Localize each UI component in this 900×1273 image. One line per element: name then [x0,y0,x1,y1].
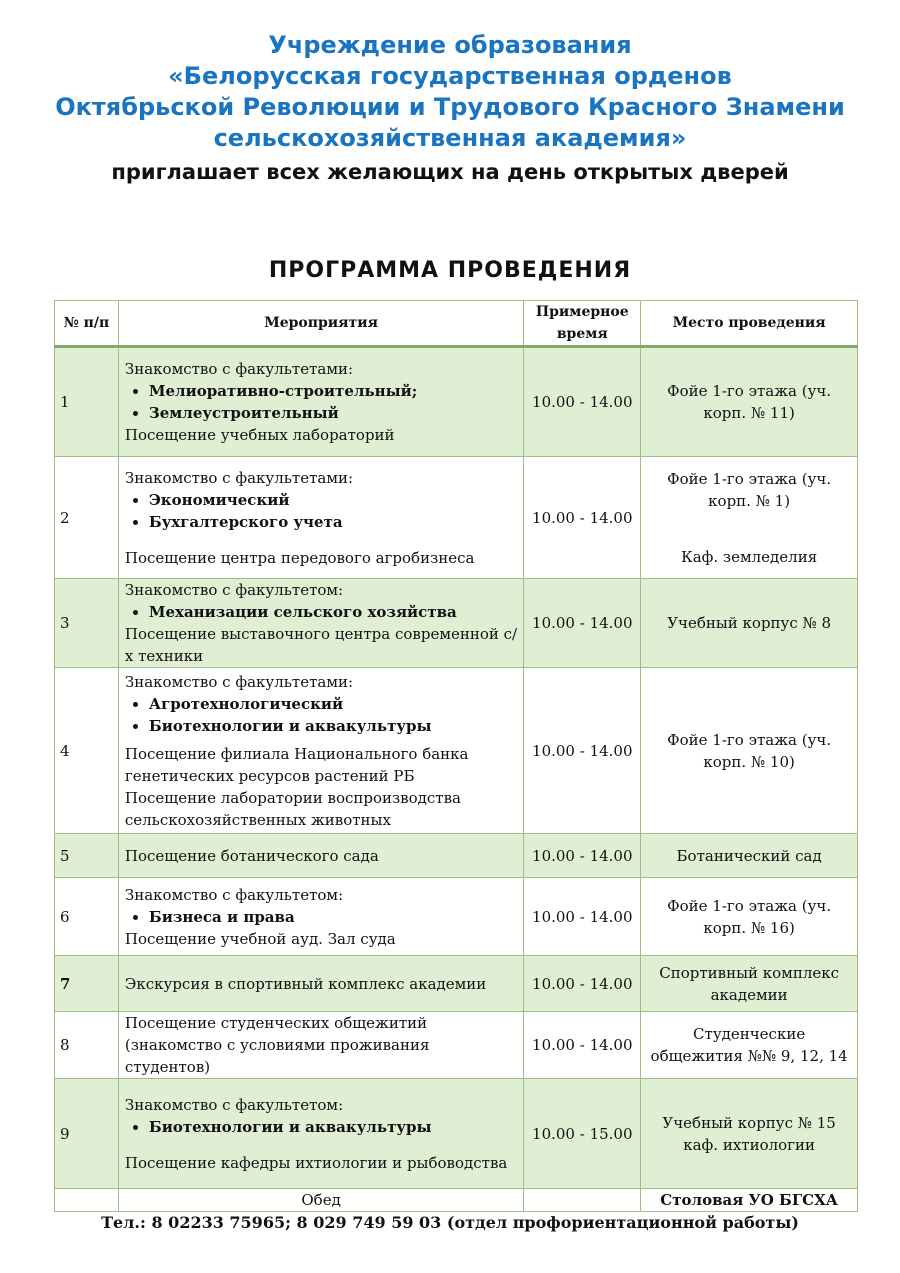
faculty-item: • Мелиоративно-строительный; [149,380,517,402]
row-place-main: Фойе 1-го этажа (уч. корп. № 1) [667,469,832,510]
row-event [118,878,523,956]
row-visit: Посещение центра передового агробизнеса [124,548,475,567]
row-event: Посещение студенческих общежитий (знакомство с условиями проживания студентов) [118,1012,523,1079]
row-time: 10.00 - 14.00 [524,878,641,956]
row-place: Учебный корпус № 8 [641,579,858,668]
row-event [118,347,523,457]
row-time: 10.00 - 14.00 [524,668,641,834]
faculty-item: • Биотехнологии и аквакультуры [149,1116,517,1138]
row-intro: Знакомство с факультетом: [124,885,344,904]
row-intro: Знакомство с факультетом: [124,581,344,599]
org-name-line-1: Учреждение образования [268,31,632,59]
row-num: 2 [55,457,119,579]
faculty-item: • Землеустроительный [149,402,517,424]
program-table [54,300,858,1212]
row-event: Экскурсия в спортивный комплекс академии [118,956,523,1012]
row-place [641,457,858,579]
program-title: ПРОГРАММА ПРОВЕДЕНИЯ [268,258,632,283]
row-place: Ботанический сад [641,834,858,878]
row-num: 9 [55,1079,119,1189]
invitation-text: приглашает всех желающих на день открытых дверей [111,160,789,184]
row-num: 3 [55,579,119,668]
table-row [55,1079,858,1189]
lunch-event: Обед [118,1189,523,1212]
row-event [118,1079,523,1189]
row-event [118,668,523,834]
table-row [55,878,858,956]
row-time: 10.00 - 14.00 [524,579,641,668]
row-time: 10.00 - 14.00 [524,1012,641,1079]
row-num: 5 [55,834,119,878]
row-intro: Знакомство с факультетами: [124,468,354,487]
row-num: 6 [55,878,119,956]
row-time: 10.00 - 14.00 [524,457,641,579]
table-row [55,347,858,457]
table-row [55,668,858,834]
row-place: Фойе 1-го этажа (уч. корп. № 10) [641,668,858,834]
row-num: 1 [55,347,119,457]
lunch-place: Столовая УО БГСХА [641,1189,858,1212]
table-header-row [55,301,858,347]
table-row [55,579,858,668]
row-num: 4 [55,668,119,834]
org-name-line-4: сельскохозяйственная академия» [213,124,687,152]
row-place: Фойе 1-го этажа (уч. корп. № 11) [641,347,858,457]
row-time: 10.00 - 14.00 [524,956,641,1012]
header [0,30,900,186]
row-visit: Посещение выставочного центра современной с/х техники [124,625,518,665]
faculty-item: • Экономический [149,489,517,511]
row-event: Посещение ботанического сада [118,834,523,878]
faculty-item: • Агротехнологический [149,693,517,715]
row-intro: Знакомство с факультетами: [124,672,354,691]
lunch-num [55,1189,119,1212]
row-place: Фойе 1-го этажа (уч. корп. № 16) [641,878,858,956]
row-intro: Знакомство с факультетами: [124,360,354,378]
header-event: Мероприятия [118,301,523,347]
row-time: 10.00 - 14.00 [524,834,641,878]
row-place: Студенческие общежития №№ 9, 12, 14 [641,1012,858,1079]
table-row [55,1012,858,1079]
faculty-item: • Бизнеса и права [149,906,517,928]
contact-footer: Тел.: 8 02233 75965; 8 029 749 59 03 (отдел профориентационной работы) [101,1213,799,1232]
header-num: № п/п [55,301,119,347]
table-row-lunch [55,1189,858,1212]
row-place: Спортивный комплекс академии [641,956,858,1012]
row-visit: Посещение филиала Национального банка генетических ресурсов растений РБ [124,744,469,785]
row-event [118,579,523,668]
row-visit: Посещение учебной ауд. Зал суда [124,929,396,948]
faculty-item: • Биотехнологии и аквакультуры [149,715,517,737]
row-time: 10.00 - 14.00 [524,347,641,457]
row-visit-2: Посещение лаборатории воспроизводства сельскохозяйственных животных [124,788,461,829]
row-place-secondary: Каф. земледелия [681,547,818,566]
table-row [55,457,858,579]
row-place: Учебный корпус № 15 каф. ихтиологии [641,1079,858,1189]
row-event [118,457,523,579]
header-place: Место проведения [641,301,858,347]
lunch-time [524,1189,641,1212]
table-row [55,956,858,1012]
row-num: 8 [55,1012,119,1079]
faculty-item: • Механизации сельского хозяйства [149,601,517,623]
org-name-line-2: «Белорусская государственная орденов [168,62,732,90]
row-visit: Посещение кафедры ихтиологии и рыбоводства [124,1153,508,1172]
header-time: Примерное время [524,301,641,347]
row-visit: Посещение учебных лабораторий [124,426,395,444]
row-num: 7 [55,956,119,1012]
faculty-item: • Бухгалтерского учета [149,511,517,533]
row-time: 10.00 - 15.00 [524,1079,641,1189]
org-name-line-3: Октябрьской Революции и Трудового Красного Знамени [55,93,845,121]
row-intro: Знакомство с факультетом: [124,1095,344,1114]
table-row [55,834,858,878]
